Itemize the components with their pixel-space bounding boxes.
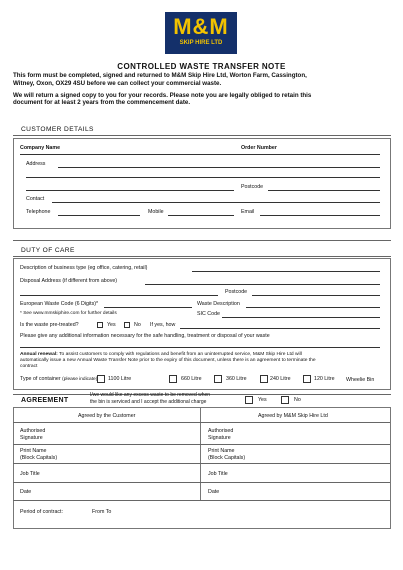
customer-signature-label	[20, 428, 45, 441]
column-divider	[200, 407, 201, 500]
if-yes-label: If yes, how	[150, 322, 176, 328]
renewal-line: contract	[20, 364, 38, 369]
row-divider	[13, 422, 390, 423]
address-field-line2[interactable]	[26, 177, 380, 178]
contract-from-to: From To	[92, 509, 112, 515]
container-660-checkbox[interactable]	[169, 375, 177, 383]
excess-no-checkbox[interactable]	[281, 396, 289, 404]
customer-column-header: Agreed by the Customer	[78, 413, 136, 419]
address-field[interactable]	[58, 167, 380, 168]
mobile-field[interactable]	[168, 215, 234, 216]
contract-period-label: Period of contract:	[20, 509, 63, 515]
address-field-line3[interactable]	[26, 190, 234, 191]
page-title: CONTROLLED WASTE TRANSFER NOTE	[117, 62, 286, 71]
contact-label: Contact	[26, 196, 45, 202]
label-line: Authorised	[20, 428, 46, 434]
mobile-label: Mobile	[148, 209, 164, 215]
company-column-header: Agreed by M&M Skip Hire Ltd	[258, 413, 328, 419]
label-line: Signature	[20, 434, 43, 441]
excess-line: I/we would like any excess waste to be removed when	[90, 392, 211, 398]
company-signature-label	[208, 428, 233, 441]
intro-text	[13, 72, 393, 107]
additional-info-label: Please give any additional information necessary for the safe handling, treatment or disposal of your waste	[20, 333, 270, 339]
email-label: Email	[241, 209, 255, 215]
telephone-label: Telephone	[26, 209, 51, 215]
pretreated-no-label: No	[134, 322, 141, 328]
ewc-label: European Waste Code (6 Digits)*	[20, 301, 99, 307]
divider	[13, 256, 391, 257]
additional-info-field[interactable]	[20, 347, 380, 348]
label-line: Print Name	[208, 448, 235, 454]
website-note: * See www.mmskiphire.com for further details	[20, 311, 117, 316]
disposal-postcode-field[interactable]	[252, 295, 380, 296]
sic-code-label: SIC Code	[197, 311, 220, 317]
order-number-label: Order Number	[241, 145, 277, 151]
disposal-address-line2[interactable]	[20, 295, 218, 296]
customer-print-name-label	[20, 448, 57, 461]
row-divider	[13, 463, 390, 464]
company-logo	[165, 12, 237, 54]
excess-no-label: No	[294, 397, 301, 403]
row-divider	[13, 500, 390, 501]
renewal-text	[20, 352, 382, 370]
divider	[13, 135, 391, 136]
container-type-text: Type of container	[20, 376, 61, 382]
disposal-address-field[interactable]	[145, 284, 380, 285]
address-label: Address	[26, 161, 46, 167]
intro-line: This form must be completed, signed and returned to M&M Skip Hire Ltd, Worton Farm, Cassington,	[13, 72, 307, 79]
ewc-field[interactable]	[104, 307, 192, 308]
pretreatment-field[interactable]	[180, 328, 380, 329]
label-line: Print Name	[20, 448, 47, 454]
company-job-title-label: Job Title	[208, 471, 228, 477]
container-240-checkbox[interactable]	[260, 375, 268, 383]
waste-description-field[interactable]	[246, 307, 380, 308]
telephone-field[interactable]	[58, 215, 140, 216]
container-option-label: 660 Litre	[181, 376, 202, 382]
company-name-label: Company Name	[20, 145, 61, 151]
pretreated-label: Is the waste pre-treated?	[20, 322, 79, 328]
disposal-address-label: Disposal Address (if different from above)	[20, 278, 118, 284]
business-type-field[interactable]	[192, 271, 380, 272]
pretreated-yes-checkbox[interactable]	[97, 322, 103, 328]
excess-line: the bin is serviced and I accept the additional charge	[90, 398, 207, 405]
container-option-label: 240 Litre	[270, 376, 291, 382]
label-line: (Block Capitals)	[208, 454, 246, 461]
wheelie-bin-label: Wheelie Bin	[346, 377, 375, 383]
customer-date-label: Date	[20, 489, 32, 495]
container-120-checkbox[interactable]	[303, 375, 311, 383]
customer-details-heading: CUSTOMER DETAILS	[21, 126, 94, 133]
company-print-name-label	[208, 448, 245, 461]
disposal-postcode-label: Postcode	[225, 289, 248, 295]
customer-job-title-label: Job Title	[20, 471, 40, 477]
renewal-line: automatically issue a new Annual Waste Transfer Note prior to the expiry of this document, unless there is an agreement to terminate the	[20, 358, 316, 363]
container-option-label: 1100 Litre	[108, 376, 132, 382]
row-divider	[13, 482, 390, 483]
intro-line: We will return a signed copy to you for your records. Please note you are legally obliged to retain this	[13, 91, 312, 99]
intro-line: document for at least 2 years from the commencement date.	[13, 99, 191, 107]
container-360-checkbox[interactable]	[214, 375, 222, 383]
renewal-title: Annual renewal:	[20, 352, 58, 357]
waste-description-label: Waste Description	[197, 301, 240, 307]
agreement-heading: AGREEMENT	[21, 397, 69, 404]
sic-code-field[interactable]	[222, 317, 380, 318]
label-line: Signature	[208, 434, 231, 441]
renewal-line: To assist customers to comply with regulations and benefit from an uninterrupted service, M&M Skip Hire Ltd will	[57, 352, 302, 357]
company-name-field[interactable]	[20, 154, 380, 155]
label-line: (Block Capitals)	[20, 454, 58, 461]
excess-waste-text	[90, 392, 210, 405]
container-type-label	[20, 376, 97, 382]
business-type-label: Description of business type (eg office, catering, retail)	[20, 265, 148, 271]
container-option-label: 360 Litre	[226, 376, 247, 382]
pretreated-no-checkbox[interactable]	[124, 322, 130, 328]
container-1100-checkbox[interactable]	[97, 375, 105, 383]
intro-line: Witney, Oxon, OX29 4SU before we can collect your commercial waste.	[13, 79, 222, 87]
postcode-field[interactable]	[268, 190, 380, 191]
agreement-table	[13, 407, 391, 529]
duty-of-care-heading: DUTY OF CARE	[21, 247, 75, 254]
postcode-label: Postcode	[241, 184, 264, 190]
excess-yes-checkbox[interactable]	[245, 396, 253, 404]
row-divider	[13, 444, 390, 445]
container-hint: (please indicate)	[62, 377, 98, 382]
logo-text: M&M	[173, 14, 229, 39]
email-field[interactable]	[260, 215, 380, 216]
label-line: Authorised	[208, 428, 234, 434]
pretreated-yes-label: Yes	[107, 322, 116, 328]
logo-subtext: SKIP HIRE LTD	[179, 40, 223, 46]
container-option-label: 120 Litre	[314, 376, 335, 382]
company-date-label: Date	[208, 489, 220, 495]
contact-field[interactable]	[52, 202, 380, 203]
divider	[13, 240, 391, 241]
excess-yes-label: Yes	[258, 397, 267, 403]
